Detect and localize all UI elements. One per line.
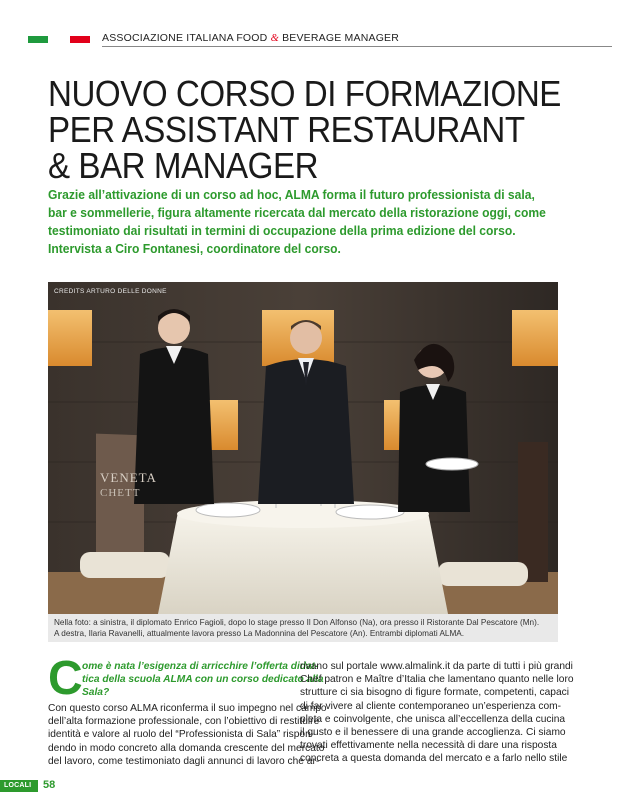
photo-credit: CREDITS ARTURO DELLE DONNE [54,288,167,295]
association-name: ASSOCIAZIONE ITALIANA FOOD & BEVERAGE MANAGER [102,32,400,44]
section-header [28,32,612,46]
drop-cap: C [48,652,83,705]
photo-caption [48,614,558,642]
flag-green-bar [28,36,48,43]
article-lead [48,186,550,258]
restaurant-photo [48,282,558,614]
title-line: NUOVO CORSO DI FORMAZIONE [48,73,561,114]
magazine-tag: LOCALI TOP [0,780,38,792]
caption-line: A destra, Ilaria Ravanelli, attualmente lavora presso La Madonnina del Pescatore (An). Entrambi diplomati ALMA. [54,629,465,638]
chair-brand-text: VENETA [100,470,157,485]
chair-brand-text: CHETT [100,487,141,499]
header-rule [102,46,612,47]
lead-line: Intervista a Ciro Fontanesi, coordinatore del corso. [48,241,341,256]
interview-question: ome è nata l’esigenza di arricchire l’offerta didat- tica della scuola ALMA con un corso dedicato alla Sala? [82,661,324,699]
title-line: PER ASSISTANT RESTAURANT [48,109,525,150]
article-column-right: rivano sul portale www.almalink.it da parte di tutti i più grandi Chef patron e Maître d’Italia che lamentano quanto nelle loro strutture ci sia bisogno di figure formate, competenti, capaci di far vivere al cliente contemporaneo un’esperienza com- pleta e coinvolgente, che unisca all’eccellenza della cucina il gusto e il benessere di una grande accoglienza. Ci siamo trovati effettivamente nella necessità di dare una risposta concreta a questa domanda del mercato e a farlo nello stile [300,661,574,765]
article-column-left: Con questo corso ALMA riconferma il suo impegno nel campo dell’alta formazione professionale, con l’obiettivo di restituire identità e valore al ruolo del “Professionista di Sala” rispon- dendo in modo concreto alla domanda crescente del mercato del lavoro, come testimoniato dagli annunci di lavoro che ar- [48,703,327,767]
lead-line: bar e sommellerie, figura altamente ricercata dal mercato della ristorazione oggi, come [48,205,546,220]
article-title [48,73,563,186]
lead-line: testimoniato dai risultati in termini di occupazione della prima edizione del corso. [48,223,516,238]
flag-red-bar [70,36,90,43]
title-line: & BAR MANAGER [48,145,319,186]
caption-line: Nella foto: a sinistra, il diplomato Enrico Fagioli, dopo lo stage presso Il Don Alfonso (Na), ora presso il Ristorante Dal Pescatore (Mn). [54,618,540,627]
page-footer [0,779,80,801]
photo-illustration [48,282,558,614]
page-number: 58 [43,779,56,791]
lead-line: Grazie all’attivazione di un corso ad hoc, ALMA forma il futuro professionista di sala, [48,187,535,202]
